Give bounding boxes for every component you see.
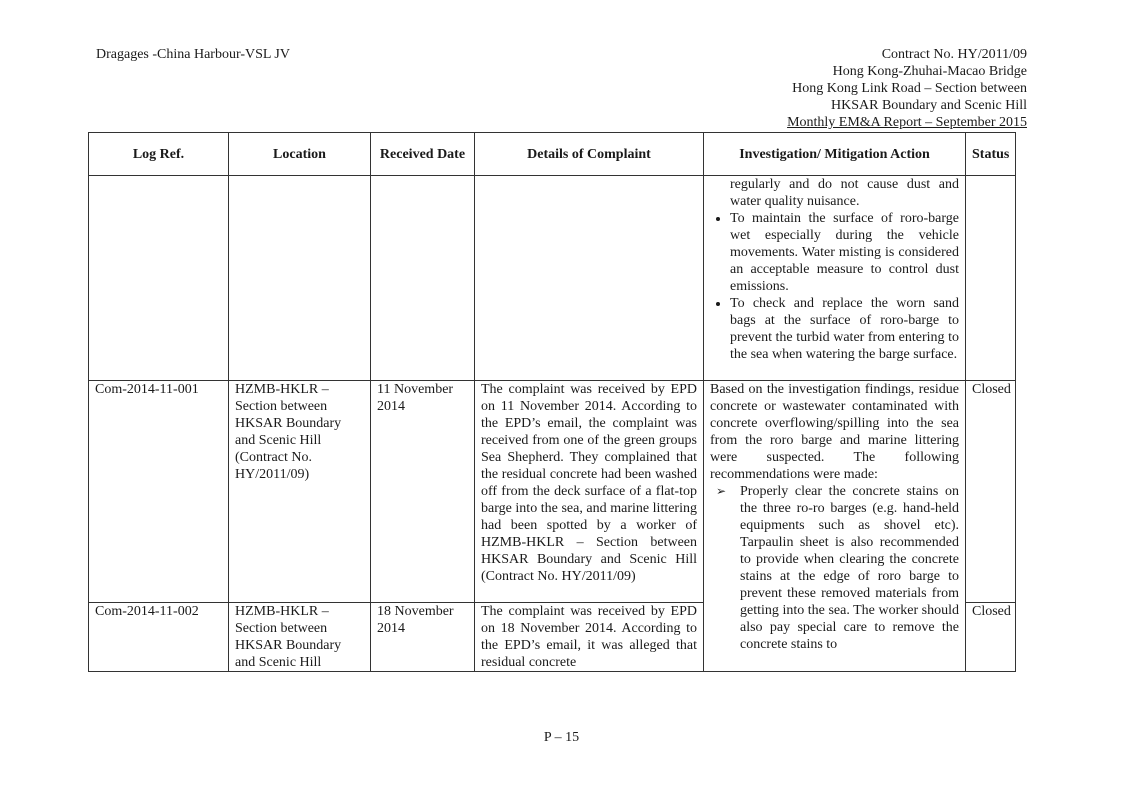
page-number: P – 15 [543, 730, 580, 745]
cell-empty [89, 176, 229, 381]
action-intro: Based on the investigation findings, residue concrete or wastewater contaminated with concrete overflowing/spilling into the sea from the roro barge and marine littering were suspected. The following recommendations were made: [710, 382, 959, 482]
cell-details: The complaint was received by EPD on 18 November 2014. According to the EPD’s email, it was alleged that residual concrete [475, 603, 704, 672]
header-contract-info [787, 46, 1027, 131]
table-header-row [89, 133, 1016, 176]
action-lead-text: regularly and do not cause dust and water quality nuisance. [730, 177, 959, 209]
header-line: Hong Kong-Zhuhai-Macao Bridge [832, 64, 1027, 79]
header-line: Hong Kong Link Road – Section between [792, 81, 1027, 96]
action-bullet-list [710, 210, 959, 363]
column-header-status: Status [966, 133, 1016, 176]
header-line: Monthly EM&A Report – September 2015 [787, 115, 1027, 130]
header-line: HKSAR Boundary and Scenic Hill [831, 98, 1027, 113]
cell-details: The complaint was received by EPD on 11 November 2014. According to the EPD’s email, the complaint was received from one of the green groups Sea Shepherd. They complained that the residual concrete had been washed off from the deck surface of a flat-top barge into the sea, and marine littering had been spotted by a worker of HZMB-HKLR – Section between HKSAR Boundary and Scenic Hill (Contract No. HY/2011/09) [475, 381, 704, 603]
column-header-location: Location [229, 133, 371, 176]
table-row-continued [89, 176, 1016, 381]
header-company: Dragages -China Harbour-VSL JV [96, 47, 290, 62]
action-bullet: • To maintain the surface of roro-barge wet especially during the vehicle movements. Water misting is considered an acceptable measure to control dust emissions. [730, 210, 959, 295]
action-arrow-list [710, 483, 959, 653]
cell-empty [475, 176, 704, 381]
action-bullet: • To check and replace the worn sand bags at the surface of roro-barge to prevent the turbid water from entering to the sea when watering the barge surface. [730, 295, 959, 363]
cell-action [704, 381, 966, 672]
column-header-received-date: Received Date [371, 133, 475, 176]
cell-empty [966, 176, 1016, 381]
cell-received-date: 18 November 2014 [371, 603, 475, 672]
table-row [89, 381, 1016, 603]
header-line: Contract No. HY/2011/09 [881, 47, 1027, 62]
complaint-log-table [88, 132, 1016, 672]
cell-status: Closed [966, 381, 1016, 603]
column-header-log-ref: Log Ref. [89, 133, 229, 176]
cell-action-continued [704, 176, 966, 381]
cell-received-date: 11 November 2014 [371, 381, 475, 603]
action-arrow-item: ➢ Properly clear the concrete stains on the three ro-ro barges (e.g. hand-held equipments such as shovel etc). Tarpaulin sheet is also recommended to provide when clearing the concrete stains at the edge of roro barge to prevent these removed materials from getting into the sea. The worker should also pay special care to remove the concrete stains to [740, 483, 959, 653]
column-header-action: Investigation/ Mitigation Action [704, 133, 966, 176]
cell-empty [229, 176, 371, 381]
cell-log-ref: Com-2014-11-001 [89, 381, 229, 603]
cell-location: HZMB-HKLR – Section between HKSAR Boundary and Scenic Hill (Contract No. HY/2011/09) [229, 381, 371, 603]
cell-status: Closed [966, 603, 1016, 672]
cell-log-ref: Com-2014-11-002 [89, 603, 229, 672]
column-header-details: Details of Complaint [475, 133, 704, 176]
cell-empty [371, 176, 475, 381]
cell-location: HZMB-HKLR – Section between HKSAR Boundary and Scenic Hill [229, 603, 371, 672]
